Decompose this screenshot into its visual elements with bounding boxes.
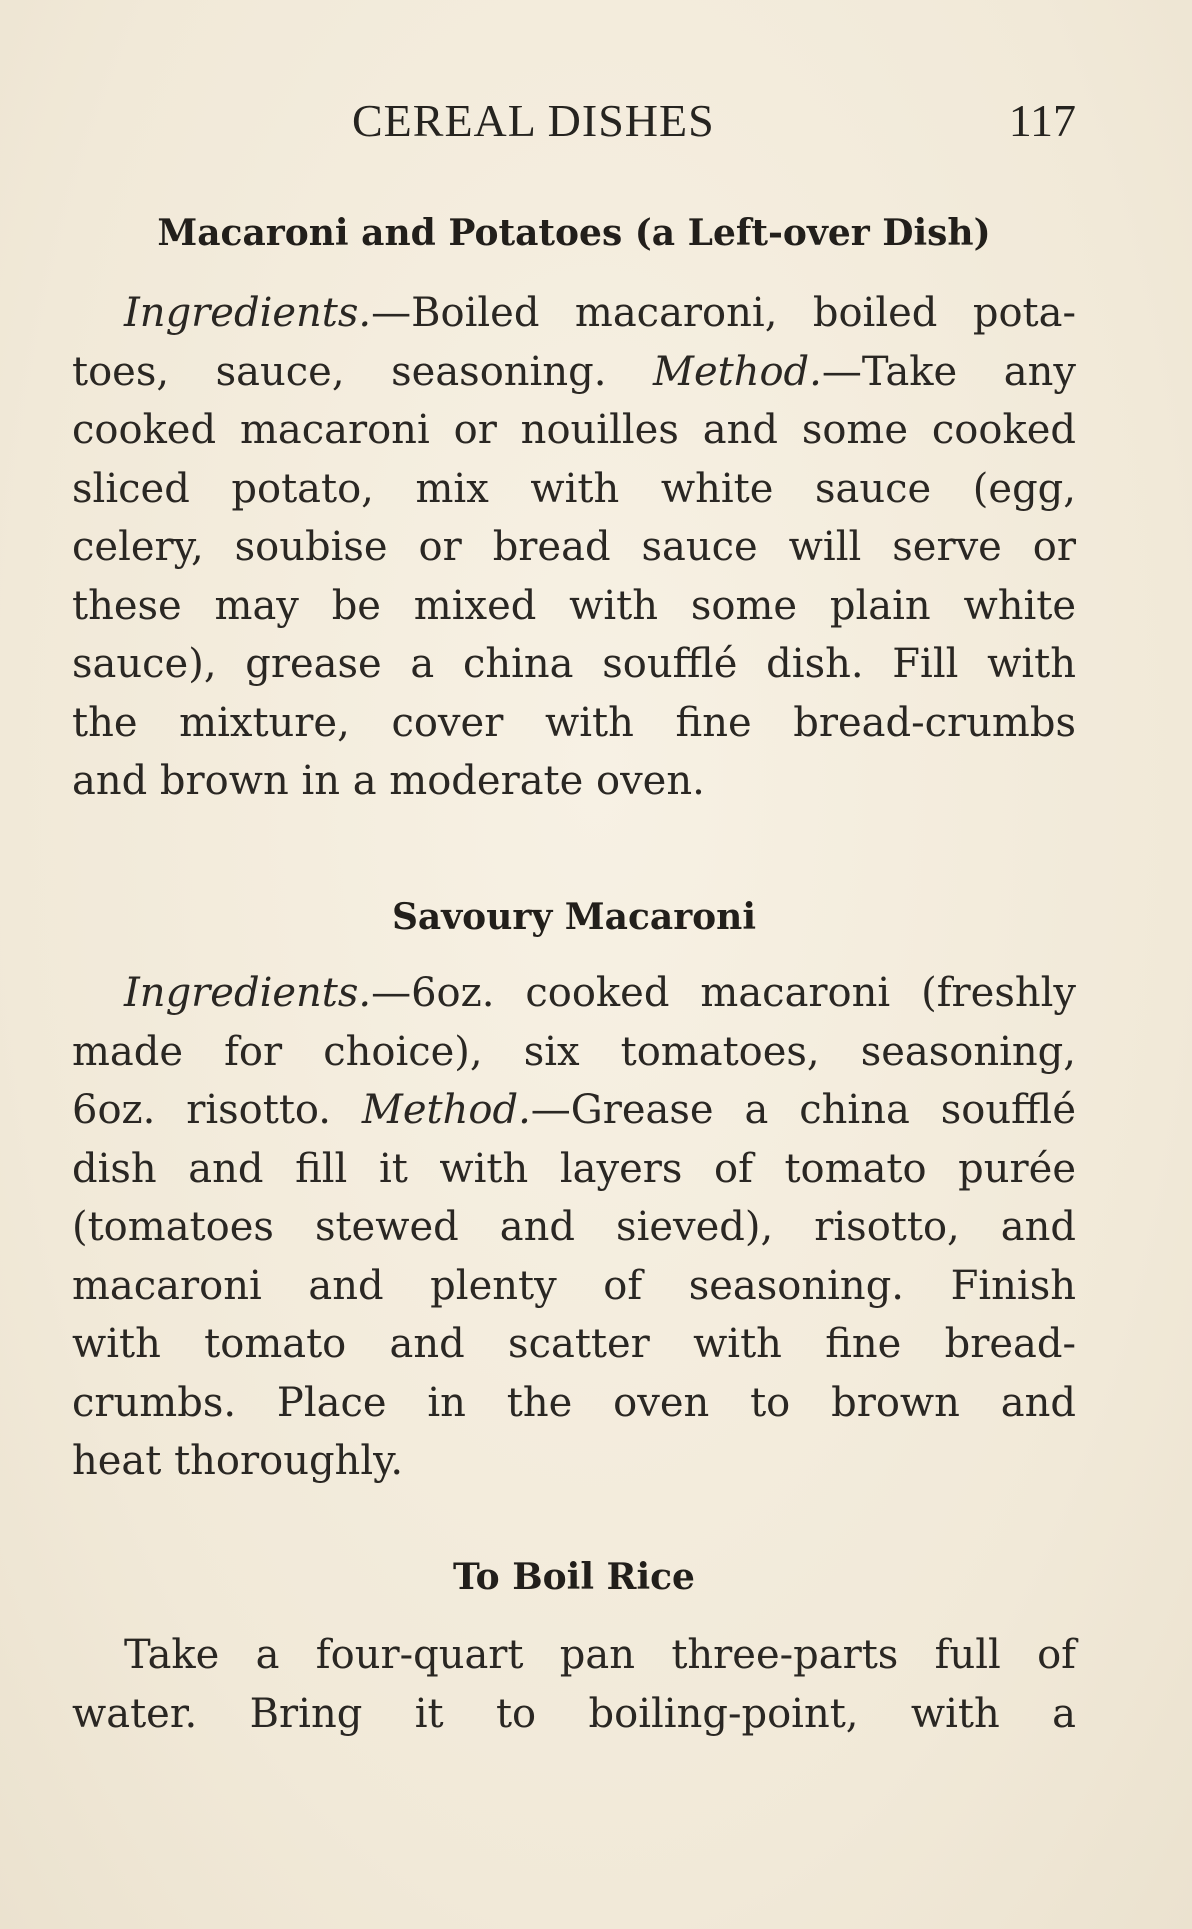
running-title: CEREAL DISHES	[352, 95, 715, 146]
text-line: Ingredients.—6oz. cooked macaroni (freshly	[124, 970, 1076, 1016]
text-line: heat thoroughly.	[72, 1438, 404, 1484]
text-line: dish and fill it with layers of tomato purée	[72, 1145, 1076, 1192]
ingredients-label: Ingredients.	[124, 970, 372, 1016]
text-line: sauce), grease a china soufflé dish. Fill with	[72, 641, 1076, 687]
recipe-title-to-boil-rice: To Boil Rice	[453, 1556, 695, 1598]
recipe-text-macaroni-and-potatoes	[72, 284, 1076, 811]
page-number: 117	[1008, 95, 1076, 146]
running-head	[72, 94, 1076, 154]
text-line: Ingredients.—Boiled macaroni, boiled pota-	[124, 290, 1076, 336]
recipe-title-savoury-macaroni: Savoury Macaroni	[391, 896, 757, 938]
recipe-title-macaroni-and-potatoes: Macaroni and Potatoes (a Left-over Dish)	[157, 212, 991, 254]
text-line: 6oz. risotto. Method.—Grease a china soufflé	[72, 1087, 1077, 1133]
text-line: crumbs. Place in the oven to brown and	[72, 1379, 1076, 1426]
method-label: Method.	[653, 348, 822, 395]
text-line: and brown in a moderate oven.	[72, 758, 705, 804]
text-line: made for choice), six tomatoes, seasoning,	[72, 1028, 1076, 1075]
text-line: celery, soubise or bread sauce will serve or	[72, 524, 1076, 570]
text-line: the mixture, cover with fine bread-crumbs	[72, 699, 1076, 746]
recipe-text-savoury-macaroni	[72, 964, 1076, 1491]
text-line: toes, sauce, seasoning. Method.—Take any	[72, 348, 1076, 395]
text-line: with tomato and scatter with fine bread-	[72, 1321, 1076, 1367]
text-line: these may be mixed with some plain white	[72, 582, 1076, 629]
text-line: macaroni and plenty of seasoning. Finish	[72, 1262, 1076, 1309]
text-line: sliced potato, mix with white sauce (egg,	[72, 465, 1076, 512]
text-line: cooked macaroni or nouilles and some cooked	[72, 407, 1076, 453]
ingredients-label: Ingredients.	[124, 290, 372, 336]
text-line: Take a four-quart pan three-parts full of	[124, 1632, 1076, 1678]
method-label: Method.	[361, 1087, 531, 1133]
text-line: water. Bring it to boiling-point, with a	[72, 1690, 1076, 1737]
recipe-text-to-boil-rice	[72, 1626, 1076, 1743]
text-line: (tomatoes stewed and sieved), risotto, and	[72, 1204, 1076, 1250]
